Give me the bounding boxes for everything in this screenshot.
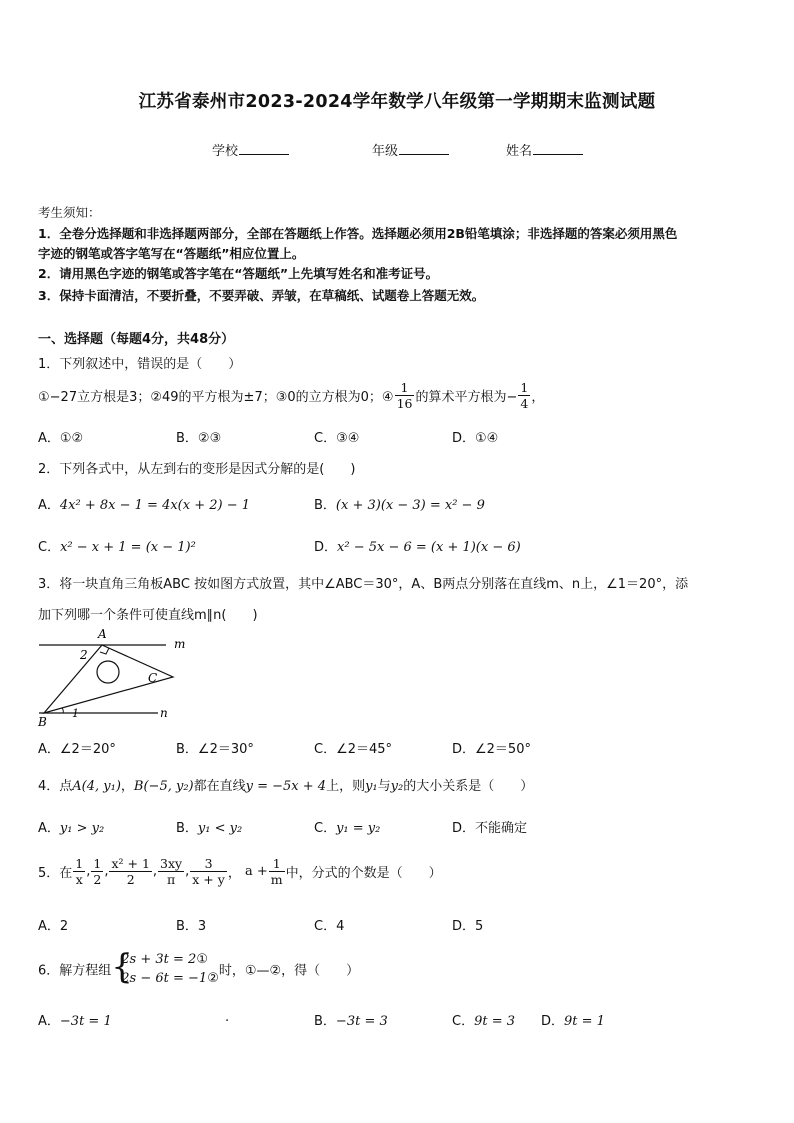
q6-stem bbox=[38, 947, 360, 988]
angle1-arc bbox=[62, 708, 63, 713]
q4-text: ， bbox=[120, 779, 134, 794]
q4-option-a[interactable] bbox=[38, 817, 104, 836]
name-field bbox=[506, 140, 583, 159]
school-label: 学校 bbox=[212, 144, 239, 159]
q6-option-a[interactable] bbox=[38, 1010, 112, 1029]
q4-text: 的大小关系是（ ） bbox=[403, 779, 534, 794]
q5-option-d[interactable]: D．5 bbox=[452, 919, 484, 934]
grade-blank bbox=[399, 142, 449, 155]
q3-option-c[interactable]: C．∠2＝45° bbox=[314, 742, 393, 757]
q6-stray-dot: . bbox=[225, 1010, 230, 1025]
q5-sep: , bbox=[104, 864, 109, 879]
q6-a-label: A． bbox=[38, 1014, 60, 1029]
notice-heading: 考生须知： bbox=[38, 205, 101, 220]
q2-d-label: D． bbox=[314, 540, 338, 555]
q1-statements bbox=[38, 380, 544, 411]
q1-option-c[interactable]: C．③④ bbox=[314, 431, 360, 446]
grade-label: 年级 bbox=[372, 144, 399, 159]
q1-frac1-den: 16 bbox=[396, 396, 413, 411]
q1-frac2-num: 1 bbox=[520, 380, 529, 395]
q6-eq2: 2s − 6t = −1 bbox=[121, 971, 208, 986]
q5-option-c[interactable]: C．4 bbox=[314, 919, 345, 934]
q1-frac1-num: 1 bbox=[395, 380, 415, 396]
q6-c-expr: 9t = 3 bbox=[474, 1014, 516, 1029]
q5-fraction-5 bbox=[190, 856, 227, 887]
q4-c-expr: y₁ = y₂ bbox=[336, 821, 381, 836]
q5-sep: , bbox=[185, 864, 190, 879]
q6-equation-system bbox=[111, 947, 219, 988]
q5-fraction-6 bbox=[269, 856, 285, 887]
q6-option-c[interactable] bbox=[452, 1010, 515, 1029]
q5-f1-den: x bbox=[75, 872, 83, 887]
q5-fraction-2 bbox=[91, 856, 103, 887]
q5-option-a[interactable]: A．2 bbox=[38, 919, 69, 934]
q5-sep: , bbox=[86, 864, 91, 879]
q1-text-b: 的算术平方根为− bbox=[415, 390, 518, 405]
q6-option-b[interactable] bbox=[314, 1010, 388, 1029]
q4-text: 4．点 bbox=[38, 779, 73, 794]
q1-frac2-den: 4 bbox=[520, 396, 529, 411]
q5-text: 中，分式的个数是（ ） bbox=[285, 866, 442, 881]
q1-option-a[interactable]: A．①② bbox=[38, 431, 84, 446]
q6-eq1-mark: ① bbox=[196, 952, 208, 967]
q1-option-d[interactable]: D．①④ bbox=[452, 431, 499, 446]
q5-f3-num: x² + 1 bbox=[111, 856, 150, 871]
q4-c-label: C． bbox=[314, 821, 337, 836]
q1-option-b[interactable]: B．②③ bbox=[176, 431, 222, 446]
school-blank bbox=[239, 142, 289, 155]
right-angle-mark bbox=[100, 648, 109, 654]
q4-point-a: A(4, y₁) bbox=[72, 779, 121, 794]
q3-stem-line2: 加下列哪一个条件可使直线m∥n( ) bbox=[38, 608, 258, 623]
q5-text: 5．在 bbox=[38, 866, 73, 881]
q5-stem bbox=[38, 856, 442, 887]
q1-fraction-1 bbox=[395, 380, 415, 411]
q5-option-b[interactable]: B．3 bbox=[176, 919, 207, 934]
q2-d-expr: x² − 5x − 6 = (x + 1)(x − 6) bbox=[337, 540, 521, 555]
q1-text-c: ， bbox=[531, 390, 545, 405]
q2-option-b[interactable] bbox=[314, 494, 485, 513]
q4-y2: y₂ bbox=[390, 779, 404, 794]
q6-a-expr: −3t = 1 bbox=[59, 1014, 112, 1029]
q6-d-expr: 9t = 1 bbox=[564, 1014, 605, 1029]
q4-option-c[interactable] bbox=[314, 817, 380, 836]
notice-item: 3．保持卡面清洁，不要折叠，不要弄破、弄皱，在草稿纸、试题卷上答题无效。 bbox=[38, 288, 485, 303]
q1-stem: 1．下列叙述中，错误的是（ ） bbox=[38, 357, 242, 372]
name-blank bbox=[533, 142, 583, 155]
school-field bbox=[212, 140, 289, 159]
q5-sep: ， bbox=[227, 866, 241, 881]
q4-stem bbox=[38, 775, 533, 794]
q4-text: 都在直线 bbox=[193, 779, 246, 794]
q6-equation-2 bbox=[121, 969, 219, 988]
q5-f1-num: 1 bbox=[75, 856, 84, 871]
q6-eq1: 2s + 3t = 2 bbox=[121, 952, 197, 967]
q2-a-expr: 4x² + 8x − 1 = 4x(x + 2) − 1 bbox=[59, 498, 250, 513]
q4-b-expr: y₁ < y₂ bbox=[197, 821, 243, 836]
q5-f5-den: x + y bbox=[192, 872, 225, 887]
q5-f5-num: 3 bbox=[190, 856, 227, 872]
q2-b-expr: (x + 3)(x − 3) = x² − 9 bbox=[335, 498, 485, 513]
q5-f6-den: m bbox=[270, 872, 283, 887]
label-angle2: 2 bbox=[80, 648, 88, 662]
q5-f2-den: 2 bbox=[93, 872, 102, 887]
q2-c-label: C． bbox=[38, 540, 61, 555]
q1-text-a: ①−27立方根是3；②49的平方根为±7；③0的立方根为0；④ bbox=[38, 390, 394, 405]
q2-option-c[interactable] bbox=[38, 536, 196, 555]
q3-stem-line1: 3．将一块直角三角板ABC 按如图方式放置，其中∠ABC＝30°，A、B两点分别落在直线m、n上，∠1＝20°，添 bbox=[38, 577, 689, 592]
q2-a-label: A． bbox=[38, 498, 60, 513]
page-title: 江苏省泰州市2023-2024学年数学八年级第一学期期末监测试题 bbox=[138, 92, 656, 112]
q4-option-b[interactable] bbox=[176, 817, 242, 836]
q4-y1: y₁ bbox=[365, 779, 378, 794]
q4-text: 与 bbox=[377, 779, 391, 794]
q3-option-d[interactable]: D．∠2＝50° bbox=[452, 742, 531, 757]
q6-eq2-mark: ② bbox=[207, 971, 219, 986]
q4-option-d[interactable]: D．不能确定 bbox=[452, 821, 528, 836]
q6-b-expr: −3t = 3 bbox=[335, 1014, 388, 1029]
q3-option-a[interactable]: A．∠2＝20° bbox=[38, 742, 116, 757]
triangle-hole bbox=[97, 661, 119, 683]
q6-option-d[interactable] bbox=[541, 1010, 605, 1029]
q4-text: 上，则 bbox=[326, 779, 366, 794]
label-a: A bbox=[98, 627, 107, 641]
q4-line-equation: y = −5x + 4 bbox=[245, 779, 327, 794]
q6-b-label: B． bbox=[314, 1014, 336, 1029]
q2-option-d[interactable] bbox=[314, 536, 521, 555]
q5-f6-num: 1 bbox=[269, 856, 285, 872]
q3-option-b[interactable]: B．∠2＝30° bbox=[176, 742, 254, 757]
q4-b-label: B． bbox=[176, 821, 198, 836]
q5-fraction-3 bbox=[109, 856, 151, 887]
q5-f4-den: π bbox=[166, 872, 176, 887]
q5-fraction-4 bbox=[158, 856, 184, 887]
q4-point-b: B(−5, y₂) bbox=[133, 779, 194, 794]
q6-equation-1 bbox=[121, 950, 219, 969]
q5-f4-num: 3xy bbox=[160, 856, 183, 871]
q5-a-plus: a + bbox=[244, 864, 268, 879]
brace-symbol: { bbox=[111, 947, 133, 987]
grade-field bbox=[372, 140, 449, 159]
section-heading: 一、选择题（每题4分，共48分） bbox=[38, 332, 235, 347]
label-angle1: 1 bbox=[72, 707, 79, 720]
q2-b-label: B． bbox=[314, 498, 336, 513]
notice-item: 2．请用黑色字迹的钢笔或答字笔在“答题纸”上先填写姓名和准考证号。 bbox=[38, 266, 439, 281]
q2-option-a[interactable] bbox=[38, 494, 250, 513]
label-b: B bbox=[38, 715, 47, 729]
q6-text: 6．解方程组 bbox=[38, 963, 112, 979]
label-c: C bbox=[148, 671, 158, 685]
label-n: n bbox=[160, 706, 168, 720]
notice-item: 字迹的钢笔或答字笔写在“答题纸”相应位置上。 bbox=[38, 246, 305, 261]
notice-item: 1．全卷分选择题和非选择题两部分，全部在答题纸上作答。选择题必须用2B铅笔填涂；非选择题的答案必须用黑色 bbox=[38, 226, 678, 241]
q5-f3-den: 2 bbox=[126, 872, 135, 887]
q6-c-label: C． bbox=[452, 1014, 475, 1029]
name-label: 姓名 bbox=[506, 144, 533, 159]
q5-fraction-1 bbox=[73, 856, 85, 887]
q5-sep: , bbox=[152, 864, 158, 879]
q6-d-label: D． bbox=[541, 1014, 565, 1029]
q4-a-expr: y₁ > y₂ bbox=[59, 821, 105, 836]
q5-f2-num: 1 bbox=[93, 856, 102, 871]
q1-fraction-2 bbox=[518, 380, 530, 411]
q4-a-label: A． bbox=[38, 821, 60, 836]
label-m: m bbox=[174, 637, 186, 651]
q6-text: 时，①—②，得（ ） bbox=[218, 963, 360, 979]
q2-c-expr: x² − x + 1 = (x − 1)² bbox=[60, 540, 196, 555]
q2-stem: 2．下列各式中，从左到右的变形是因式分解的是( ) bbox=[38, 462, 356, 477]
q3-triangle-figure bbox=[36, 626, 192, 730]
